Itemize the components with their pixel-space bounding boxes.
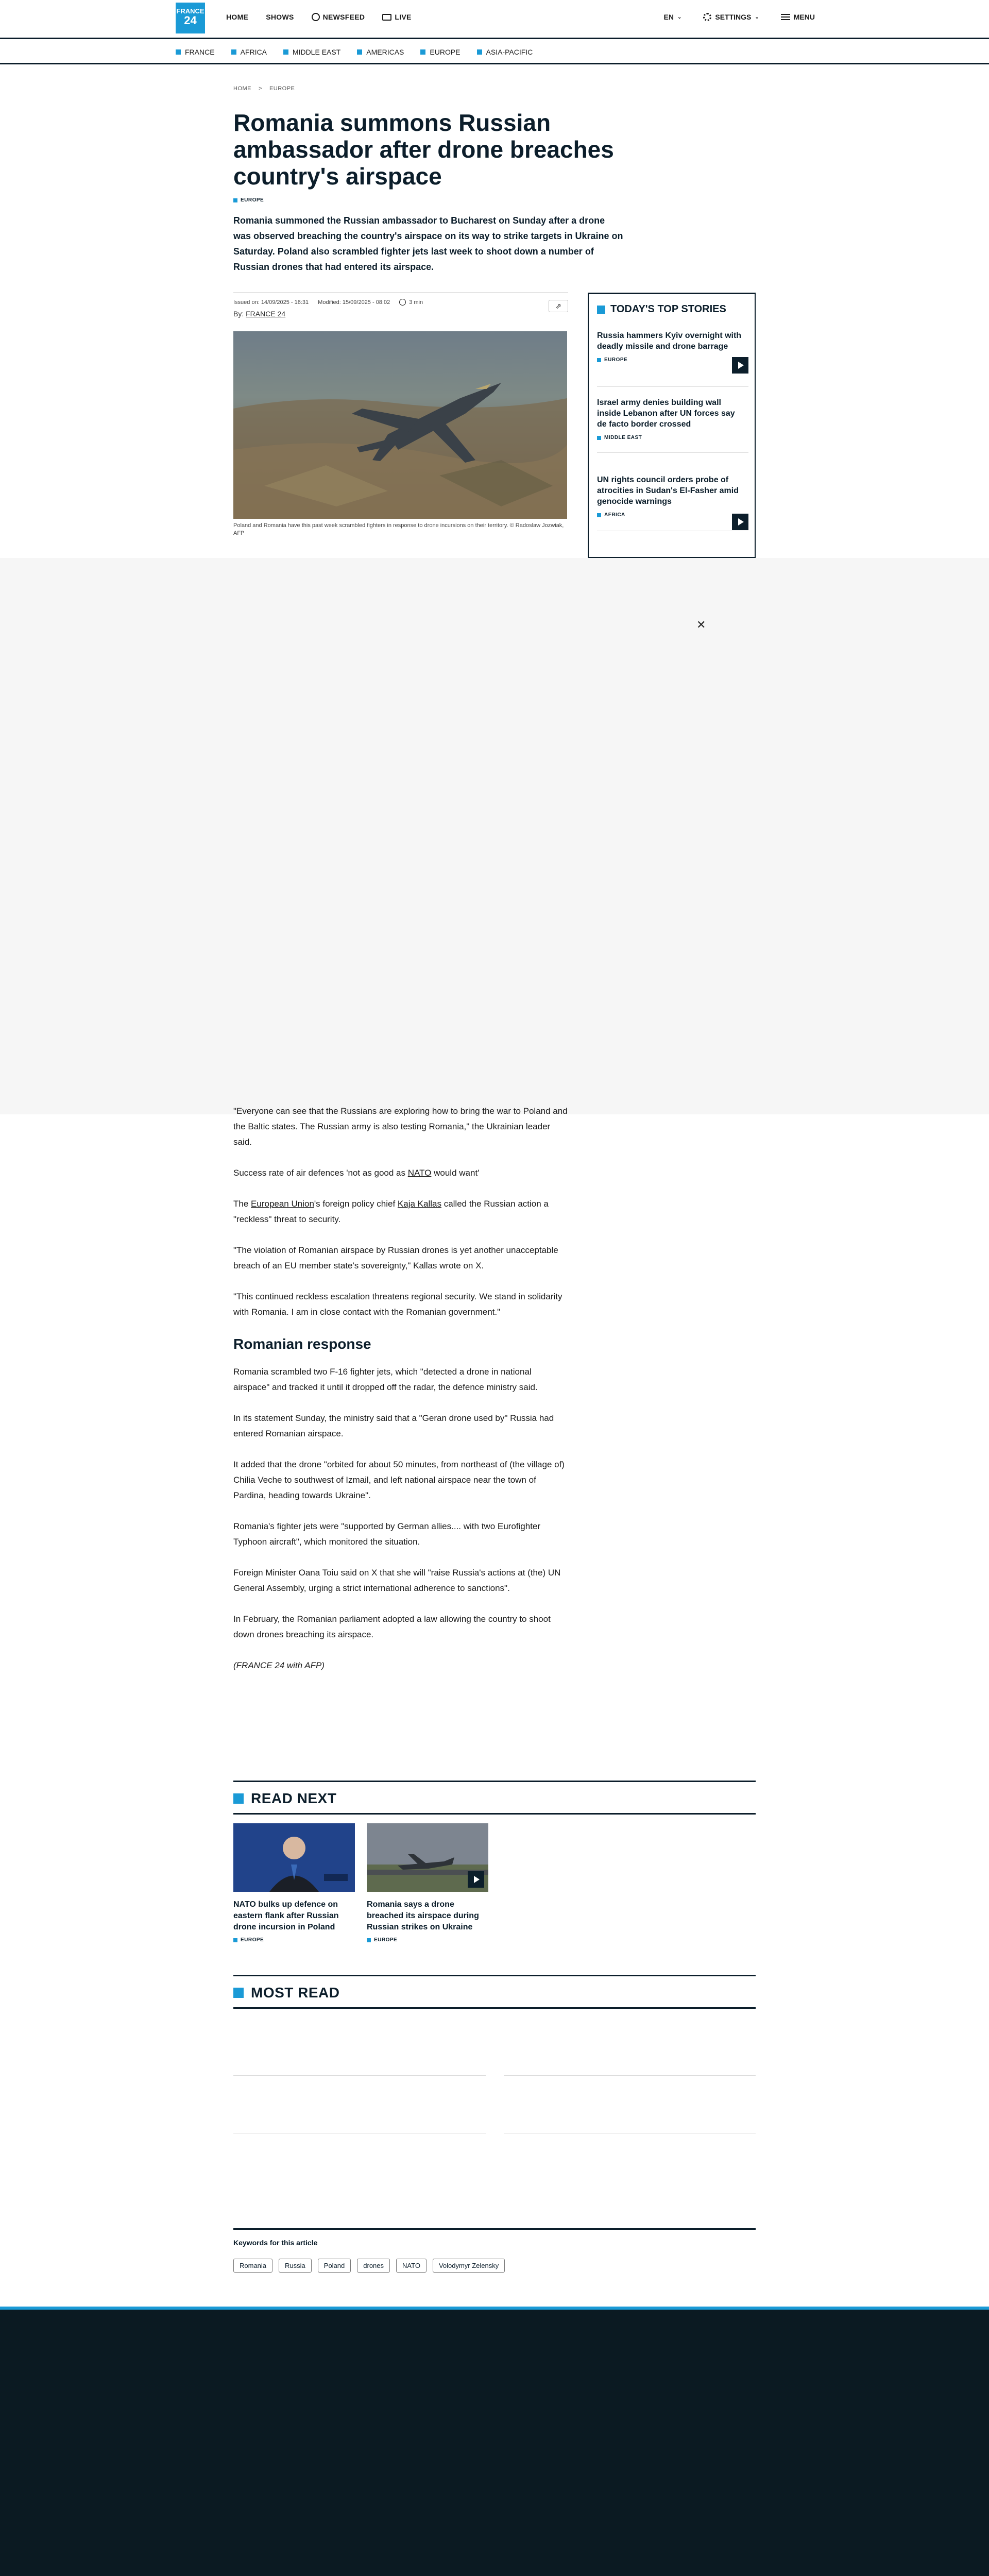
text-span: would want' bbox=[431, 1168, 480, 1178]
article-credit: (FRANCE 24 with AFP) bbox=[233, 1660, 325, 1670]
top-story-item[interactable] bbox=[597, 330, 748, 387]
bullet-icon bbox=[283, 49, 288, 55]
breadcrumb-separator: > bbox=[259, 86, 262, 92]
breadcrumb bbox=[233, 86, 295, 92]
bullet-icon bbox=[477, 49, 482, 55]
card-image[interactable] bbox=[367, 1823, 488, 1892]
nato-link[interactable]: NATO bbox=[407, 1168, 432, 1178]
site-header bbox=[0, 0, 989, 39]
article-meta bbox=[233, 292, 568, 324]
byline bbox=[233, 310, 285, 318]
top-story-item[interactable] bbox=[597, 474, 748, 531]
nav-live-label: LIVE bbox=[395, 13, 412, 21]
bullet-icon bbox=[233, 1793, 244, 1804]
clock-icon bbox=[312, 13, 320, 21]
keyword-tag[interactable]: drones bbox=[357, 2259, 390, 2273]
keywords-rule bbox=[233, 2228, 756, 2230]
region-label: EUROPE bbox=[430, 48, 461, 56]
speaker-photo bbox=[233, 1823, 355, 1892]
bullet-icon bbox=[231, 49, 236, 55]
settings-label: SETTINGS bbox=[715, 13, 752, 21]
card-title[interactable]: NATO bulks up defence on eastern flank after Russian drone incursion in Poland bbox=[233, 1900, 339, 1931]
body-paragraph: Romania's fighter jets were "supported by German allies.... with two Eurofighter Typhoon aircraft", which monitored the situation. bbox=[233, 1521, 541, 1547]
body-paragraph: It added that the drone "orbited for about 50 minutes, from northeast of (the village of) Chilia Veche to southwest of Izmail, and left national airspace near the town of Pardina, heading towards Ukraine". bbox=[233, 1460, 565, 1500]
most-read-header bbox=[233, 1975, 756, 2009]
tv-icon bbox=[382, 14, 391, 21]
byline-label: By: bbox=[233, 310, 244, 318]
region-europe[interactable] bbox=[420, 48, 460, 56]
keywords-label: Keywords for this article bbox=[233, 2239, 318, 2247]
text-span: Success rate of air defences 'not as good as bbox=[233, 1168, 408, 1178]
body-paragraph: Romania scrambled two F-16 fighter jets, which "detected a drone in national airspace" and tracked it until it dropped off the radar, the defence ministry said. bbox=[233, 1367, 538, 1392]
region-label: FRANCE bbox=[185, 48, 215, 56]
issued-date: Issued on: 14/09/2025 - 16:31 bbox=[233, 299, 309, 306]
keyword-tag[interactable]: Volodymyr Zelensky bbox=[433, 2259, 505, 2273]
bullet-icon bbox=[367, 1938, 371, 1942]
breadcrumb-section[interactable]: EUROPE bbox=[269, 86, 295, 92]
keyword-tag[interactable]: NATO bbox=[396, 2259, 427, 2273]
article-section-tag[interactable] bbox=[233, 197, 264, 203]
body-paragraph: "Everyone can see that the Russians are exploring how to bring the war to Poland and the Baltic states. The Russian army is also testing Romania," the Ukrainian leader said. bbox=[233, 1106, 568, 1147]
region-france[interactable] bbox=[176, 48, 215, 56]
story-tag[interactable] bbox=[597, 435, 748, 440]
story-tag[interactable] bbox=[597, 512, 748, 518]
card-tag[interactable] bbox=[233, 1937, 355, 1943]
nav-live[interactable] bbox=[382, 13, 411, 21]
section-heading: Romanian response bbox=[233, 1336, 371, 1352]
gear-icon bbox=[703, 13, 711, 21]
bullet-icon bbox=[233, 1988, 244, 1998]
text-span: 's foreign policy chief bbox=[314, 1199, 398, 1209]
top-stories-panel bbox=[588, 293, 756, 558]
region-label: ASIA-PACIFIC bbox=[486, 48, 533, 56]
breadcrumb-home[interactable]: HOME bbox=[233, 86, 251, 92]
read-next-title: READ NEXT bbox=[251, 1790, 337, 1806]
hamburger-icon bbox=[781, 14, 790, 20]
bullet-icon bbox=[420, 49, 425, 55]
share-icon: ⇗ bbox=[555, 302, 561, 310]
photo-caption: Poland and Romania have this past week scrambled fighters in response to drone incursions on their territory. © Radoslaw Jozwiak, AFP bbox=[233, 522, 564, 536]
read-time-label: 3 min bbox=[409, 299, 423, 306]
bullet-icon bbox=[597, 513, 601, 517]
region-label: MIDDLE EAST bbox=[292, 48, 341, 56]
story-title[interactable]: Israel army denies building wall inside Lebanon after UN forces say de facto border crossed bbox=[597, 398, 735, 429]
article-body bbox=[233, 1104, 568, 1689]
article-photo bbox=[233, 331, 567, 519]
main-nav bbox=[226, 13, 412, 21]
bullet-icon bbox=[597, 358, 601, 362]
tag-label: EUROPE bbox=[604, 357, 628, 363]
tag-label: EUROPE bbox=[241, 1937, 264, 1943]
region-middle-east[interactable] bbox=[283, 48, 340, 56]
modified-date: Modified: 15/09/2025 - 08:02 bbox=[318, 299, 390, 306]
menu-button[interactable] bbox=[781, 13, 815, 21]
fighter-jet-photo bbox=[233, 331, 567, 519]
kaja-kallas-link[interactable]: Kaja Kallas bbox=[397, 1199, 441, 1209]
play-video-icon[interactable] bbox=[468, 1871, 484, 1888]
region-asia-pacific[interactable] bbox=[477, 48, 533, 56]
body-paragraph: In its statement Sunday, the ministry said that a "Geran drone used by" Russia had entered Romanian airspace. bbox=[233, 1413, 554, 1438]
language-label: EN bbox=[663, 13, 674, 21]
text-span: The bbox=[233, 1199, 251, 1209]
nav-shows[interactable] bbox=[266, 13, 294, 21]
region-americas[interactable] bbox=[357, 48, 404, 56]
region-label: AMERICAS bbox=[366, 48, 404, 56]
france24-logo[interactable] bbox=[176, 3, 205, 33]
settings-button[interactable] bbox=[703, 13, 759, 21]
bullet-icon bbox=[597, 436, 601, 440]
close-icon[interactable]: ✕ bbox=[696, 618, 706, 631]
body-paragraph: "This continued reckless escalation threatens regional security. We stand in solidarity with Romania. I am in close contact with the Romanian government." bbox=[233, 1292, 562, 1317]
body-paragraph bbox=[233, 1165, 568, 1181]
top-story-item[interactable] bbox=[597, 397, 748, 453]
play-video-icon[interactable] bbox=[732, 357, 748, 374]
nav-home-label: HOME bbox=[226, 13, 249, 21]
most-read-divider bbox=[504, 2075, 756, 2076]
keyword-tag[interactable]: Romania bbox=[233, 2259, 272, 2273]
read-next-card[interactable] bbox=[233, 1823, 355, 1943]
bullet-icon bbox=[233, 198, 237, 202]
bullet-icon bbox=[233, 1938, 237, 1942]
logo-number: 24 bbox=[184, 14, 197, 27]
body-paragraph: In February, the Romanian parliament adopted a law allowing the country to shoot down drones breaching its airspace. bbox=[233, 1614, 551, 1639]
most-read-title: MOST READ bbox=[251, 1985, 340, 2001]
region-africa[interactable] bbox=[231, 48, 267, 56]
top-stories-heading bbox=[597, 303, 726, 315]
card-title[interactable]: Romania says a drone breached its airspace during Russian strikes on Ukraine bbox=[367, 1900, 479, 1931]
card-image[interactable] bbox=[233, 1823, 355, 1892]
bullet-icon bbox=[597, 306, 605, 314]
tag-label: EUROPE bbox=[374, 1937, 398, 1943]
most-read-divider bbox=[233, 2075, 486, 2076]
body-paragraph: Foreign Minister Oana Toiu said on X that she will "raise Russia's actions at (the) UN General Assembly, urging a strict international adherence to sanctions". bbox=[233, 1568, 561, 1593]
read-next-header bbox=[233, 1781, 756, 1815]
share-button[interactable] bbox=[549, 300, 568, 312]
clock-icon bbox=[399, 299, 406, 306]
story-tag[interactable] bbox=[597, 357, 748, 363]
author-link[interactable]: FRANCE 24 bbox=[246, 310, 286, 318]
european-union-link[interactable]: European Union bbox=[251, 1199, 314, 1209]
tag-label: MIDDLE EAST bbox=[604, 435, 642, 440]
keyword-tag[interactable]: Russia bbox=[279, 2259, 312, 2273]
nav-newsfeed-label: NEWSFEED bbox=[322, 13, 365, 21]
nav-home[interactable] bbox=[226, 13, 248, 21]
read-next-card[interactable] bbox=[367, 1823, 488, 1943]
site-footer bbox=[0, 2307, 989, 2576]
bullet-icon bbox=[357, 49, 362, 55]
tag-label: EUROPE bbox=[241, 197, 264, 203]
story-title[interactable]: UN rights council orders probe of atrocities in Sudan's El-Fasher amid genocide warnings bbox=[597, 476, 739, 506]
header-tools bbox=[664, 13, 815, 21]
region-nav bbox=[0, 41, 989, 64]
logo-text: FRANCE bbox=[176, 7, 204, 15]
text-span: called the Russian action a "reckless" threat to security. bbox=[233, 1199, 549, 1224]
body-paragraph: "The violation of Romanian airspace by Russian drones is yet another unacceptable breach of an EU member state's sovereignty," Kallas wrote on X. bbox=[233, 1245, 558, 1270]
keywords-list bbox=[233, 2259, 505, 2273]
chevron-down-icon: ⌄ bbox=[677, 14, 682, 20]
ad-overlay bbox=[0, 558, 989, 1114]
article-title: Romania summons Russian ambassador after drone breaches country's airspace bbox=[233, 109, 614, 190]
story-title[interactable]: Russia hammers Kyiv overnight with deadly missile and drone barrage bbox=[597, 331, 742, 351]
nav-newsfeed[interactable] bbox=[312, 13, 365, 21]
read-time bbox=[399, 299, 423, 306]
card-tag[interactable] bbox=[367, 1937, 488, 1943]
bullet-icon bbox=[176, 49, 181, 55]
keyword-tag[interactable]: Poland bbox=[318, 2259, 351, 2273]
tag-label: AFRICA bbox=[604, 512, 625, 518]
region-label: AFRICA bbox=[240, 48, 267, 56]
play-video-icon[interactable] bbox=[732, 514, 748, 530]
top-stories-title: TODAY'S TOP STORIES bbox=[610, 303, 726, 315]
nav-shows-label: SHOWS bbox=[266, 13, 294, 21]
chevron-down-icon: ⌄ bbox=[755, 14, 759, 20]
article-lead: Romania summoned the Russian ambassador to Bucharest on Sunday after a drone was observed breaching the country's airspace on its way to strike targets in Ukraine on Saturday. Poland also scrambled fighter jets last week to shoot down a number of Russian drones that had entered its airspace. bbox=[233, 215, 623, 272]
body-paragraph bbox=[233, 1196, 568, 1227]
menu-label: MENU bbox=[793, 13, 815, 21]
language-selector[interactable] bbox=[664, 13, 682, 21]
